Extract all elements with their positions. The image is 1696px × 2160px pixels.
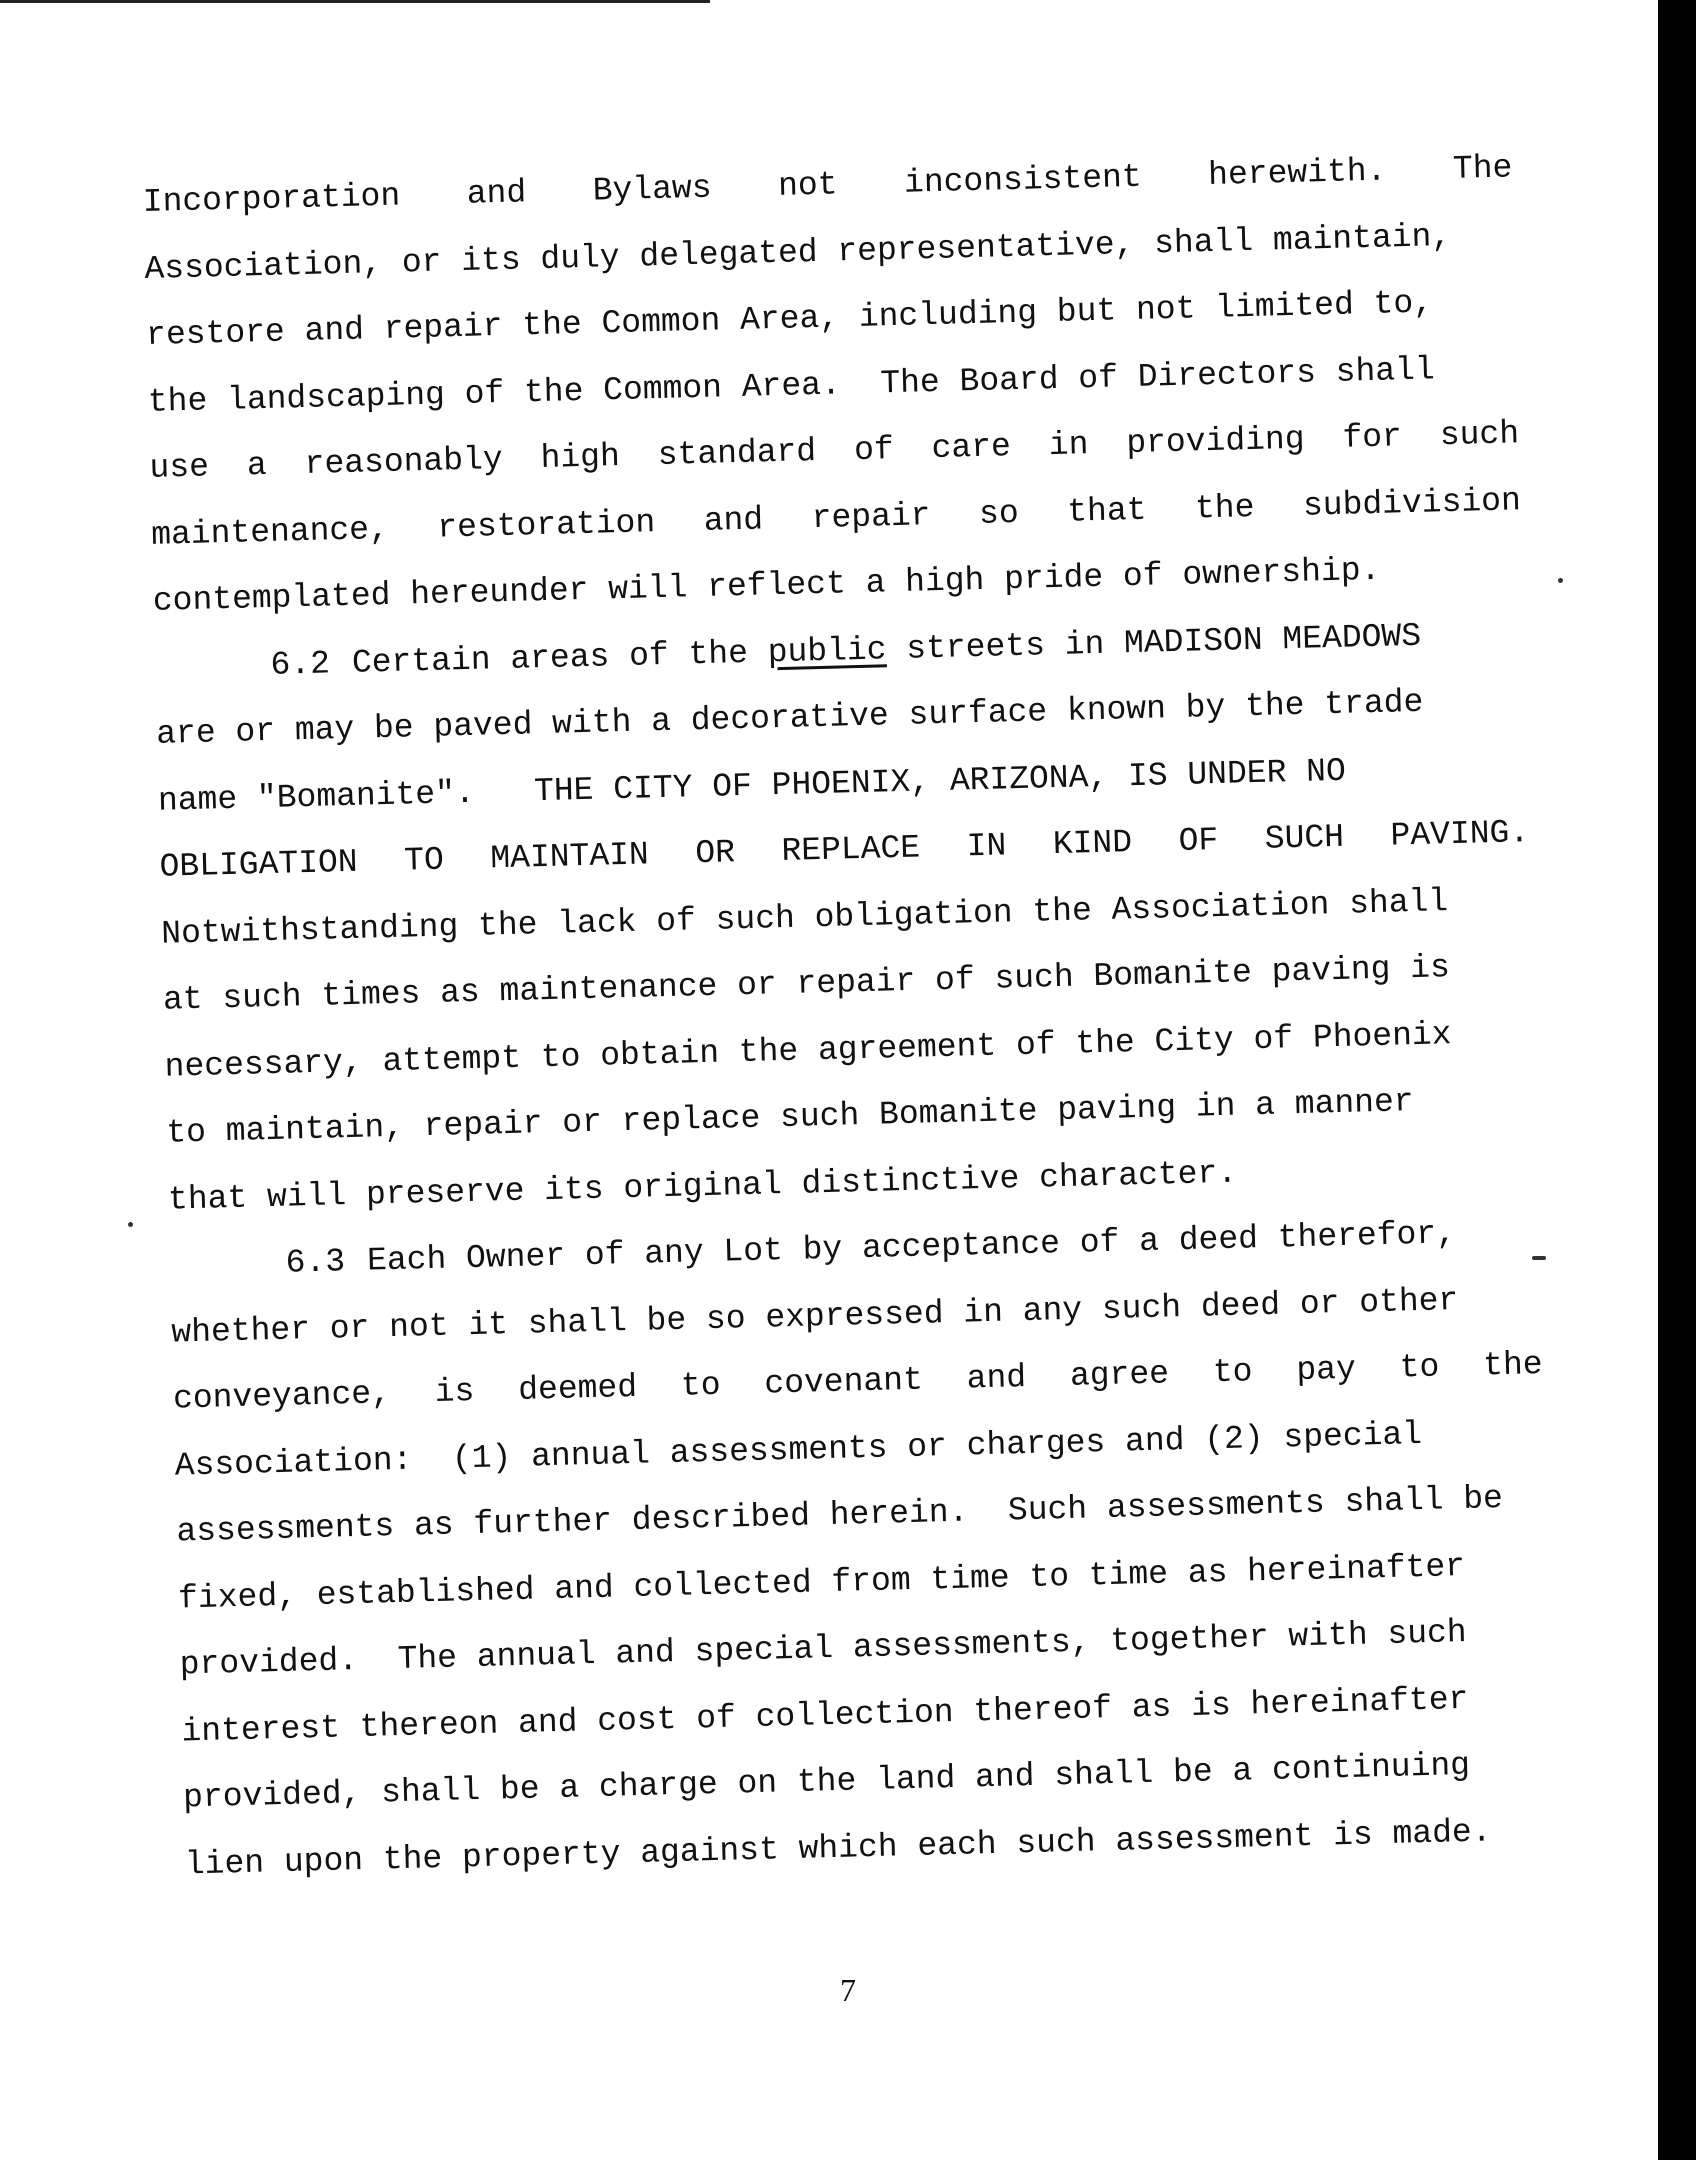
text-line: necessary, attempt to obtain the agreement of the City of Phoenix xyxy=(164,1015,1452,1086)
text-line: are or may be paved with a decorative surface known by the trade xyxy=(155,683,1424,753)
text-line: Association, or its duly delegated representative, shall maintain, xyxy=(144,217,1452,288)
section-6-2-heading-line: 6.2 Certain areas of the public streets in MADISON MEADOWS xyxy=(154,601,1525,702)
scan-top-rule xyxy=(0,0,710,3)
text-line: the landscaping of the Common Area. The Board of Directors shall xyxy=(147,350,1436,421)
text-line: conveyance, is deemed to covenant and agree to pay to the xyxy=(172,1345,1544,1418)
text-line: use a reasonably high standard of care in providing for such xyxy=(149,415,1520,487)
text-line: Association: (1) annual assessments or charges and (2) special xyxy=(174,1415,1423,1485)
text-line: Notwithstanding the lack of such obligation the Association shall xyxy=(160,882,1449,953)
section-number: 6.2 xyxy=(270,644,331,684)
text-line: provided. The annual and special assessments, together with such xyxy=(179,1613,1468,1684)
text-line: assessments as further described herein. Such assessments shall be xyxy=(176,1479,1504,1551)
text-line: at such times as maintenance or repair of such Bomanite paving is xyxy=(162,949,1451,1019)
text-line: that will preserve its original distinctive character. xyxy=(167,1154,1238,1219)
page-number: 7 xyxy=(840,1972,856,2008)
text-line: contemplated hereunder will reflect a high pride of ownership. xyxy=(152,551,1381,620)
text-line: name "Bomanite". THE CITY OF PHOENIX, ARIZONA, IS UNDER NO xyxy=(157,752,1347,820)
scan-speck xyxy=(128,1222,133,1227)
section-number: 6.3 xyxy=(285,1243,346,1282)
scan-speck xyxy=(1558,578,1563,583)
text-line: maintenance, restoration and repair so that the subdivision xyxy=(150,481,1522,554)
text-line: interest thereon and cost of collection thereof as is hereinafter xyxy=(181,1680,1469,1750)
text-line: OBLIGATION TO MAINTAIN OR REPLACE IN KIND OF SUCH PAVING. xyxy=(159,814,1530,886)
text-line: whether or not it shall be so expressed in any such deed or other xyxy=(170,1281,1459,1352)
text-line: to maintain, repair or replace such Bomanite paving in a manner xyxy=(165,1083,1415,1152)
section-6-3-heading-line: 6.3 Each Owner of any Lot by acceptance of a deed therefor, xyxy=(169,1199,1540,1300)
text-line: lien upon the property against which each such assessment is made. xyxy=(184,1812,1492,1883)
scan-right-edge xyxy=(1658,0,1696,2160)
text-line: fixed, established and collected from time to time as hereinafter xyxy=(177,1547,1466,1618)
underlined-word: public xyxy=(767,630,887,671)
text-line: provided, shall be a charge on the land and shall be a continuing xyxy=(182,1746,1471,1817)
text-line: restore and repair the Common Area, including but not limited to, xyxy=(145,284,1434,354)
text-line: Incorporation and Bylaws not inconsistent herewith. The xyxy=(142,149,1513,221)
document-body xyxy=(142,135,1555,1898)
